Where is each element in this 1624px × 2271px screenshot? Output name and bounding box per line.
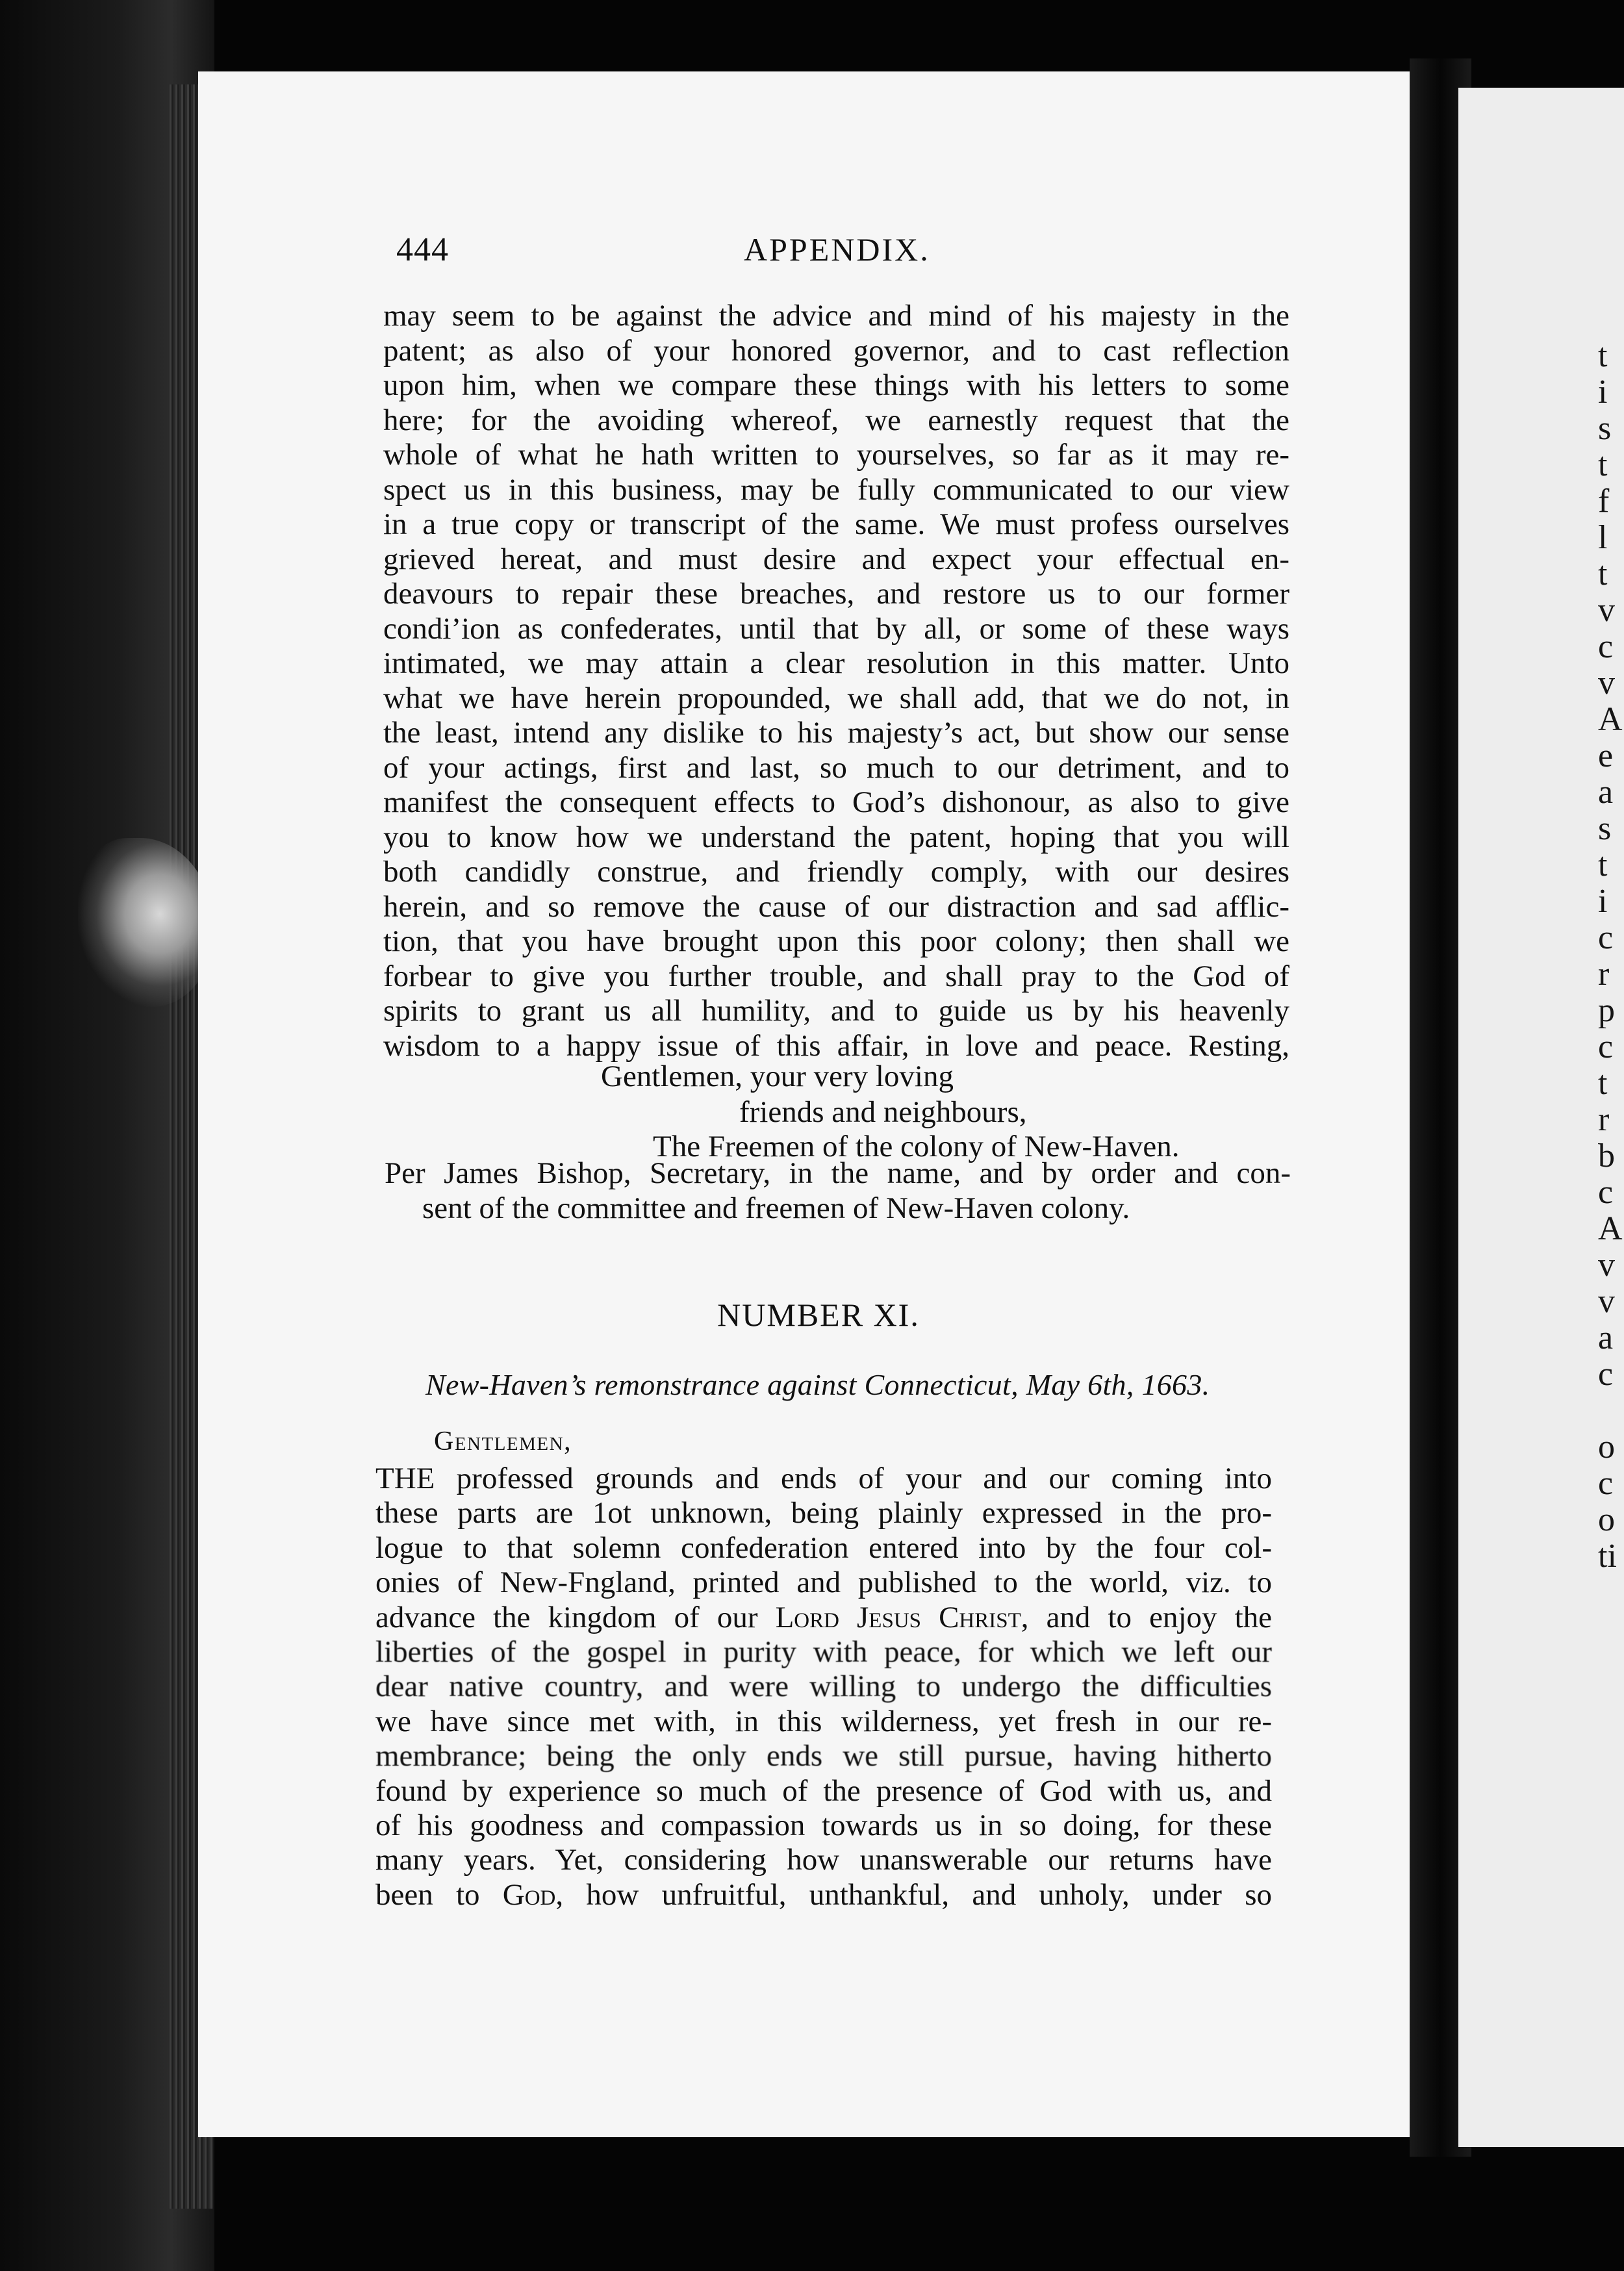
facing-page-letter: s (1598, 810, 1612, 847)
facing-page-letter: t (1598, 337, 1608, 374)
text-line: spect us in this business, may be fully communicated to our view (383, 472, 1289, 507)
text-segment: , and to enjoy the (1021, 1600, 1273, 1634)
text-line: you to know how we understand the patent, hoping that you will (383, 820, 1289, 854)
facing-page-letter: f (1598, 483, 1610, 520)
section-title: NUMBER XI. (717, 1297, 920, 1333)
text-line: these parts are 1ot unknown, being plainly expressed in the pro- (375, 1496, 1272, 1530)
remonstrance-text (375, 1462, 1272, 1912)
facing-page-text (1598, 338, 1624, 1575)
text-segment: advance the kingdom of our (375, 1600, 776, 1634)
facing-page-letter: v (1598, 1283, 1615, 1320)
text-line: liberties of the gospel in purity with peace, for which we left our (375, 1634, 1272, 1669)
text-line (375, 1601, 1272, 1635)
text-line: many years. Yet, considering how unanswerable our returns have (375, 1843, 1272, 1877)
facing-page-letter: c (1598, 1028, 1614, 1065)
page-number: 444 (396, 231, 449, 268)
running-head: APPENDIX. (744, 231, 930, 268)
facing-page-letter: a (1598, 774, 1614, 811)
facing-page-letter: i (1598, 883, 1608, 920)
text-line: of your actings, first and last, so much to our detriment, and to (383, 750, 1289, 785)
facing-page-letter: t (1598, 446, 1608, 483)
facing-page-letter: t (1598, 555, 1608, 592)
facing-page-letter: t (1598, 846, 1608, 883)
text-line: forbear to give you further trouble, and shall pray to the God of (383, 959, 1289, 993)
sacred-name: God (502, 1877, 556, 1912)
facing-page-letter: ti (1598, 1538, 1617, 1575)
facing-page-letter: A (1598, 1210, 1623, 1247)
facing-page-letter: v (1598, 1247, 1615, 1284)
text-line: here; for the avoiding whereof, we earnestly request that the (383, 403, 1289, 437)
facing-page-letter: b (1598, 1137, 1615, 1174)
facing-page-letter: A (1598, 701, 1623, 738)
text-line: we have since met with, in this wilderness, yet fresh in our re- (375, 1704, 1272, 1738)
text-line: whole of what he hath written to yourselves, so far as it may re- (383, 438, 1289, 472)
text-line: condi’ion as confederates, until that by all, or some of these ways (383, 611, 1289, 646)
text-line: dear native country, and were willing to undergo the difficulties (375, 1669, 1272, 1704)
facing-page-letter: r (1598, 956, 1610, 993)
per-secretary-note (385, 1156, 1291, 1226)
facing-page-letter: a (1598, 1319, 1614, 1356)
sacred-name: Lord Jesus Christ (775, 1600, 1021, 1634)
text-segment: been to (375, 1877, 503, 1912)
text-line: patent; as also of your honored governor, and to cast reflection (383, 333, 1289, 368)
facing-page-letter: l (1598, 519, 1608, 556)
text-line: grieved hereat, and must desire and expect your effectual en- (383, 542, 1289, 576)
facing-page-letter: o (1598, 1428, 1615, 1465)
text-segment: , how unfruitful, unthankful, and unholy, under so (555, 1877, 1272, 1912)
page-header (396, 231, 1273, 276)
text-line: herein, and so remove the cause of our distraction and sad afflic- (383, 889, 1289, 924)
salutation: Gentlemen, (434, 1427, 572, 1456)
text-line: onies of New-Fngland, printed and published to the world, viz. to (375, 1566, 1272, 1600)
facing-page-letter: v (1598, 665, 1615, 702)
text-line: manifest the consequent effects to God’s dishonour, as also to give (383, 785, 1289, 819)
text-line: membrance; being the only ends we still pursue, having hitherto (375, 1739, 1272, 1773)
closing-line-2: friends and neighbours, (739, 1095, 1027, 1129)
closing-signature: The Freemen of the colony of New-Haven. (653, 1130, 1180, 1163)
facing-page-letter: e (1598, 737, 1614, 774)
text-line: tion, that you have brought upon this poor colony; then shall we (383, 924, 1289, 958)
text-line: of his goodness and compassion towards us in so doing, for these (375, 1808, 1272, 1842)
text-line: wisdom to a happy issue of this affair, in love and peace. Resting, (383, 1028, 1289, 1063)
closing-line-1: Gentlemen, your very loving (601, 1059, 954, 1093)
text-line: upon him, when we compare these things with his letters to some (383, 368, 1289, 402)
text-line: spirits to grant us all humility, and to guide us by his heavenly (383, 994, 1289, 1028)
text-line: intimated, we may attain a clear resolution in this matter. Unto (383, 646, 1289, 680)
text-line: may seem to be against the advice and mind of his majesty in the (383, 299, 1289, 333)
text-line: the least, intend any dislike to his majesty’s act, but show our sense (383, 716, 1289, 750)
text-line: deavours to repair these breaches, and restore us to our former (383, 577, 1289, 611)
text-line: THE professed grounds and ends of your and our coming into (375, 1462, 1272, 1495)
text-line: Per James Bishop, Secretary, in the name, and by order and con- (385, 1156, 1291, 1190)
facing-page-letter: c (1598, 1356, 1614, 1393)
text-line: found by experience so much of the presence of God with us, and (375, 1773, 1272, 1808)
facing-page-letter: c (1598, 628, 1614, 665)
facing-page-letter: v (1598, 592, 1615, 629)
facing-page-letter: o (1598, 1501, 1615, 1538)
text-line: both candidly construe, and friendly comply, with our desires (383, 855, 1289, 889)
facing-page-letter: t (1598, 1065, 1608, 1102)
text-line: sent of the committee and freemen of New-Haven colony. (422, 1191, 1130, 1225)
section-subtitle: New-Haven’s remonstrance against Connecticut, May 6th, 1663. (425, 1368, 1210, 1401)
letter-text (383, 299, 1289, 1063)
facing-page-letter: i (1598, 374, 1608, 411)
facing-page-letter: p (1598, 992, 1615, 1029)
facing-page-letter (1598, 1393, 1624, 1429)
text-line (375, 1878, 1272, 1912)
facing-page-letter: c (1598, 1465, 1614, 1502)
facing-page-letter: c (1598, 1174, 1614, 1211)
text-line: what we have herein propounded, we shall add, that we do not, in (383, 681, 1289, 715)
facing-page-letter: c (1598, 919, 1614, 956)
facing-page-letter: r (1598, 1101, 1610, 1138)
facing-page-letter: s (1598, 410, 1612, 447)
text-line: logue to that solemn confederation entered into by the four col- (375, 1530, 1272, 1565)
text-line: in a true copy or transcript of the same. We must profess ourselves (383, 507, 1289, 541)
